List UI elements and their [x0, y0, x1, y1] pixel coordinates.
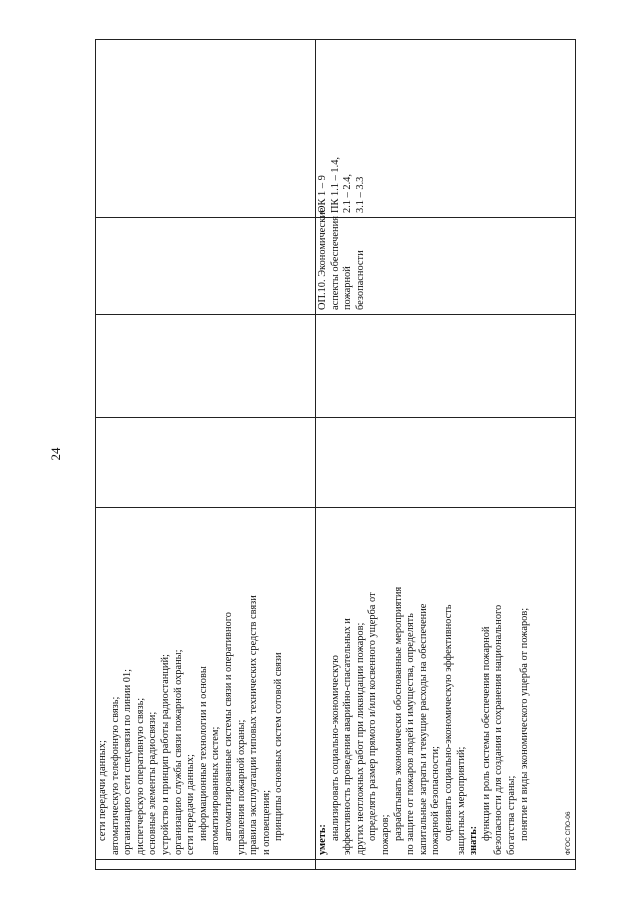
content-line: устройство и принцип работы радиостанций; — [159, 654, 171, 855]
discipline-line: безопасности — [354, 250, 366, 310]
content-line: анализировать социально-экономическую — [329, 655, 341, 841]
content-line: сети передачи данных; — [97, 740, 108, 841]
content-line: принципы основных систем сотовой связи — [273, 652, 285, 841]
footer-label: ФГОС СПО-06 — [565, 811, 572, 855]
umet-heading: уметь: — [317, 824, 328, 855]
content-line: правила эксплуатации типовых технических средств связи — [248, 595, 260, 855]
content-line: организацию сети спецсвязи по линии 01; — [122, 668, 134, 855]
content-line: функции и роль системы обеспечения пожарной — [480, 626, 492, 841]
content-line: оценивать социально-экономическую эффективность — [442, 604, 454, 841]
competency-cell — [316, 40, 576, 218]
content-line: эффективность проведения аварийно-спасательных и — [342, 618, 354, 855]
content-line: автоматическую телефонную связь; — [109, 696, 121, 855]
competency-line: ПК 1.1 – 1.4, — [329, 157, 341, 213]
content-line: автоматизированные системы связи и оперативного — [222, 612, 234, 841]
competency-line: 3.1 – 3.3 — [354, 176, 366, 213]
content-line: сети передачи данных; — [185, 754, 197, 855]
empty-cell — [96, 218, 316, 315]
content-line: пожарной безопасности; — [430, 746, 442, 855]
content-cell — [96, 508, 316, 860]
content-line: понятие и виды экономического ущерба от пожаров; — [518, 607, 530, 841]
content-line: основные элементы радиосвязи; — [147, 711, 159, 855]
empty-cell — [96, 40, 316, 218]
znat-heading: знать: — [468, 825, 480, 855]
content-line: капитальные затраты и текущие расходы на обеспечение — [417, 603, 429, 855]
empty-cell — [96, 418, 316, 508]
content-cell — [316, 508, 576, 860]
content-line: организацию службы связи пожарной охраны; — [172, 649, 184, 855]
table-row — [96, 40, 316, 870]
content-line: диспетчерскую оперативную связь; — [134, 697, 146, 855]
discipline-line: аспекты обеспечения — [329, 216, 341, 310]
content-line: автоматизированных систем; — [210, 726, 222, 855]
content-line: защитных мероприятий; — [455, 746, 467, 855]
content-line: управления пожарной охраны; — [235, 719, 247, 855]
empty-cell — [96, 860, 316, 870]
content-line: информационные технологии и основы — [197, 666, 209, 841]
discipline-name — [316, 207, 367, 314]
content-line: определять размер прямого и/или косвенного ущерба от — [367, 592, 379, 841]
page-number: 24 — [48, 447, 63, 461]
competency-table — [95, 39, 576, 870]
content-line: пожаров; — [379, 814, 391, 855]
empty-cell — [316, 418, 576, 508]
content-line: других неотложных работ при ликвидации пожаров; — [354, 622, 366, 855]
table-row — [316, 40, 576, 870]
discipline-cell — [316, 207, 576, 315]
discipline-line: пожарной — [342, 266, 354, 310]
content-line: богатства страны; — [505, 775, 517, 855]
content-line: безопасности для создания и сохранения национального — [493, 604, 505, 855]
content-line: разрабатывать экономически обоснованные мероприятия — [392, 586, 404, 841]
rotated-page — [95, 40, 575, 870]
competency-line: ОК 1 – 9 — [317, 175, 328, 213]
content-line: по защите от пожаров людей и имущества, определять — [405, 613, 417, 855]
discipline-line: ОП.10. Экономические — [317, 207, 328, 310]
empty-cell — [316, 315, 576, 418]
empty-cell — [316, 860, 576, 870]
content-line: и оповещения; — [260, 790, 272, 855]
content-list — [316, 508, 531, 859]
competency-line: 2.1 – 2.4, — [342, 174, 354, 213]
empty-cell — [96, 315, 316, 418]
content-list — [96, 508, 286, 859]
competency-codes — [316, 40, 367, 217]
